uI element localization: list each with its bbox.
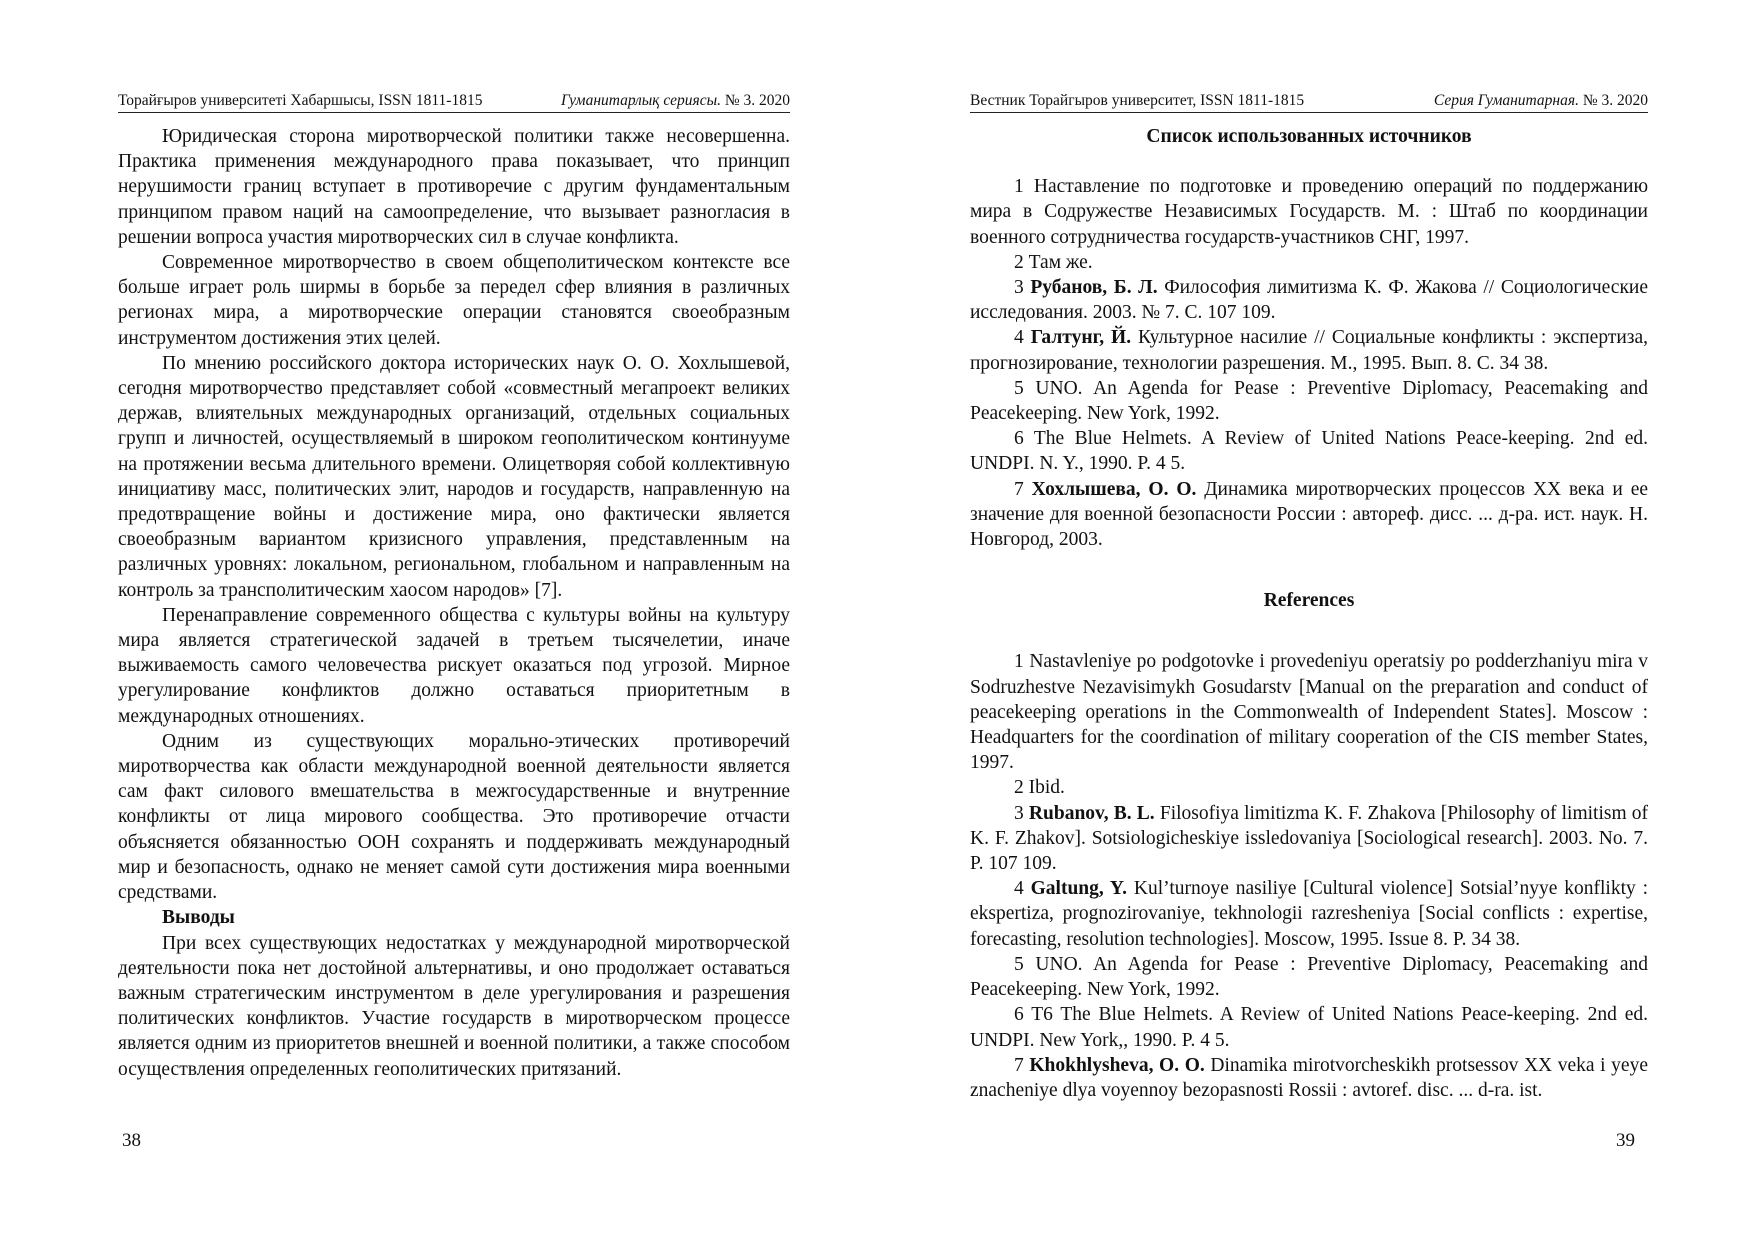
right-page	[874, 0, 1748, 1241]
ref-text: Динамика миротворческих процессов XX века и ее значение для военной безопасности России : автореф. дисс. ... д-ра. ист. наук. Н. Новгород, 2003.	[970, 478, 1649, 551]
ref-number: 1	[1014, 651, 1024, 673]
sources-heading: Список использованных источников	[1146, 126, 1472, 147]
source-item	[970, 250, 1648, 275]
conclusion-heading: Выводы	[162, 907, 235, 929]
reference-item	[970, 801, 1648, 877]
conclusion-paragraph: При всех существующих недостатках у международной миротворческой деятельности пока нет достойной альтернативы, и оно продолжает оставаться важным стратегическим инструментом в деле урегулирования и разрешения политических конфликтов. Участие государств в миротворческом процессе является одним из приоритетов внешней и военной политики, а также способом осуществления определенных геополитических притязаний.	[118, 932, 790, 1080]
ref-author: Галтунг, Й.	[1030, 327, 1132, 349]
reference-item	[970, 1002, 1648, 1052]
ref-text: Kul’turnoye nasiliye [Cultural violence] Sotsial’nyye konflikty : ekspertiza, prognozirovaniye, tekhnologii razresheniya [Social conflicts : expertise, forecasting, resolution technologies]. Moscow, 1995. Issue 8. P. 34 38.	[970, 878, 1649, 950]
series-issue	[1434, 90, 1648, 112]
ref-number: 2	[1014, 251, 1024, 273]
ref-number: 3	[1014, 802, 1024, 824]
ref-author: Рубанов, Б. Л.	[1030, 277, 1158, 299]
article-body	[118, 124, 790, 1082]
running-header	[118, 90, 790, 113]
ref-number: 4	[1014, 327, 1024, 349]
source-item	[970, 376, 1648, 426]
issue-number: № 3. 2020	[1582, 92, 1648, 109]
reference-item	[970, 649, 1648, 775]
page-number: 38	[122, 1130, 141, 1151]
ref-number: 6	[1014, 428, 1024, 450]
paragraph: Одним из существующих морально-этических противоречий миротворчества как области международной военной деятельности является сам факт силового вмешательства в межгосударственные и внутренние конфликты от лица мирового сообщества. Это противоречие отчасти объясняется обязанностью ООН сохранять и поддерживать международный мир и безопасность, однако не меняет самой сути достижения мира военными средствами.	[118, 730, 790, 904]
ref-text: The Blue Helmets. A Review of United Nations Peace-keeping. 2nd ed. UNDPI. N. Y., 1990. P. 4 5.	[970, 428, 1648, 475]
source-item	[970, 426, 1648, 476]
ref-text: Философия лимитизма К. Ф. Жакова // Социологические исследования. 2003. № 7. С. 107 109.	[970, 277, 1649, 324]
page-number: 39	[1616, 1130, 1635, 1151]
source-item	[970, 477, 1648, 553]
reference-item	[970, 876, 1648, 952]
left-page	[0, 0, 874, 1241]
journal-title: Торайғыров университеті Хабаршысы, ISSN 1811-1815	[118, 92, 483, 109]
ref-text: UNO. An Agenda for Pease : Preventive Diplomacy, Peacemaking and Peacekeeping. New York, 1992.	[970, 953, 1648, 1001]
series-name: Серия Гуманитарная.	[1433, 92, 1579, 109]
ref-author: Khokhlysheva, O. O.	[1029, 1054, 1205, 1076]
ref-author: Rubanov, B. L.	[1028, 802, 1155, 824]
ref-text: Filosofiya limitizma K. F. Zhakova [Philosophy of limitism of K. F. Zhakov]. Sotsiologicheskiye issledovaniya [Sociological research]. 2003. No. 7. P. 107 109.	[970, 802, 1649, 875]
source-item	[970, 275, 1648, 325]
ref-text: Культурное насилие // Социальные конфликты : экспертиза, прогнозирование, технологии разрешения. М., 1995. Вып. 8. С. 34 38.	[970, 327, 1649, 374]
ref-number: 6	[1014, 1004, 1024, 1026]
ref-text: Ibid.	[1028, 777, 1065, 799]
spacer	[970, 613, 1648, 649]
ref-number: 7	[1014, 478, 1024, 500]
ref-text: T6 The Blue Helmets. A Review of United Nations Peace-keeping. 2nd ed. UNDPI. New York,, 1990. P. 4 5.	[970, 1004, 1648, 1051]
spacer	[970, 149, 1648, 174]
ref-author: Galtung, Y.	[1030, 878, 1128, 900]
spacer	[970, 552, 1648, 588]
series-name: Гуманитарлық сериясы.	[561, 92, 721, 109]
reference-item	[970, 1053, 1648, 1103]
issue-number: № 3. 2020	[724, 92, 790, 109]
ref-text: Dinamika mirotvorcheskikh protsessov XX veka i yeye znacheniye dlya voyennoy bezopasnosti Rossii : avtoref. disc. ... d-ra. ist.	[970, 1054, 1648, 1101]
journal-title: Вестник Торайгыров университет, ISSN 1811-1815	[970, 92, 1305, 109]
ref-number: 3	[1014, 277, 1024, 299]
paragraph: Юридическая сторона миротворческой политики также несовершенна. Практика применения международного права показывает, что принцип нерушимости границ вступает в противоречие с другим фундаментальным принципом правом наций на самоопределение, что вызывает разногласия в решении вопроса участия миротворческих сил в случае конфликта.	[118, 126, 790, 248]
ref-text: UNO. An Agenda for Pease : Preventive Diplomacy, Peacemaking and Peacekeeping. New York, 1992.	[970, 377, 1648, 425]
paragraph: По мнению российского доктора исторических наук О. О. Хохлышевой, сегодня миротворчество представляет собой «совместный мегапроект великих держав, влиятельных международных организаций, отдельных социальных групп и личностей, осуществляемый в широком геополитическом континууме на протяжении весьма длительного времени. Олицетворяя собой коллективную инициативу масс, политических элит, народов и государств, направленную на предотвращение войны и достижение мира, оно фактически является своеобразным вариантом кризисного управления, представленным на различных уровнях: локальном, региональном, глобальном и направленным на контроль за трансполитическим хаосом народов» [7].	[118, 352, 790, 601]
source-item	[970, 174, 1648, 250]
reference-item	[970, 952, 1648, 1002]
series-issue	[561, 90, 790, 112]
running-header	[970, 90, 1648, 113]
ref-number: 5	[1014, 953, 1024, 975]
paragraph: Современное миротворчество в своем общеполитическом контексте все больше играет роль ширмы в борьбе за передел сфер влияния в различных регионах мира, а миротворческие операции становятся своеобразным инструментом достижения этих целей.	[118, 252, 790, 349]
reference-item	[970, 775, 1648, 800]
ref-number: 4	[1014, 878, 1024, 900]
ref-number: 2	[1014, 777, 1024, 799]
ref-text: Наставление по подготовке и проведению операций по поддержанию мира в Содружестве Независимых Государств. М. : Штаб по координации военного сотрудничества государств-участников СНГ, 1997.	[970, 176, 1649, 248]
bibliography	[970, 124, 1648, 1103]
ref-text: Nastavleniye po podgotovke i provedeniyu operatsiy po podderzhaniyu mira v Sodruzhestve Nezavisimykh Gosudarstv [Manual on the preparation and conduct of peacekeeping operations in the Commonwealth of Independent States]. Moscow : Headquarters for the coordination of military cooperation of the CIS member States, 1997.	[970, 651, 1648, 774]
ref-number: 7	[1014, 1054, 1024, 1076]
ref-number: 5	[1014, 377, 1024, 399]
ref-author: Хохлышева, О. О.	[1031, 478, 1197, 500]
ref-number: 1	[1014, 176, 1024, 198]
paragraph: Перенаправление современного общества с культуры войны на культуру мира является стратегической задачей в третьем тысячелетии, иначе выживаемость самого человечества рискует оказаться под угрозой. Мирное урегулирование конфликтов должно оставаться приоритетным в международных отношениях.	[118, 604, 790, 727]
ref-text: Там же.	[1028, 251, 1093, 273]
source-item	[970, 325, 1648, 375]
references-heading: References	[1263, 590, 1355, 612]
